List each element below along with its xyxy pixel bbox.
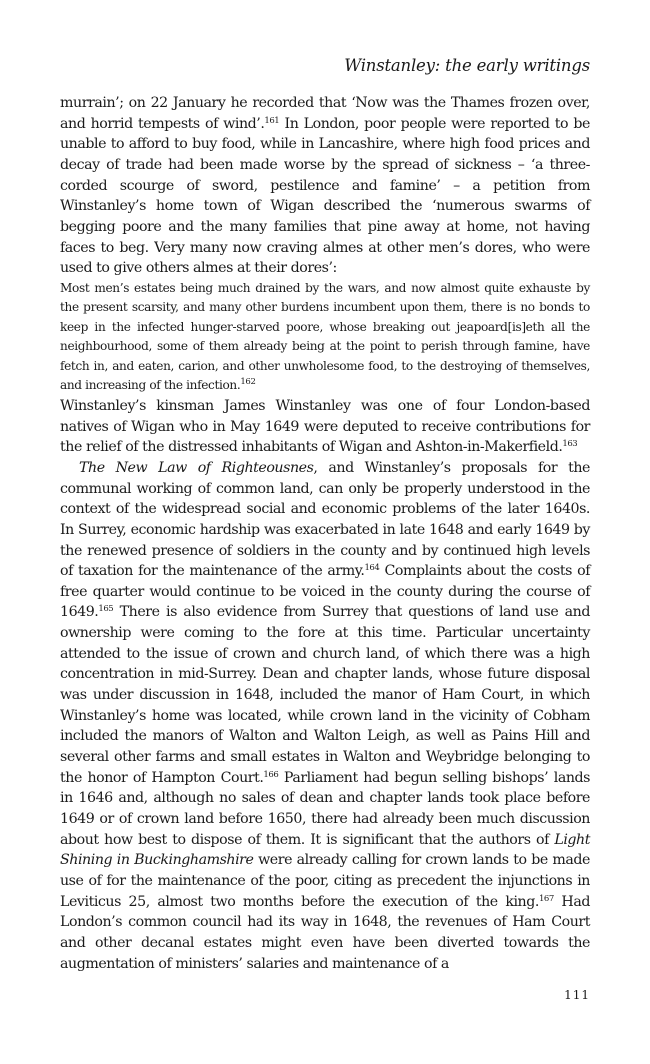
text-segment: , and Winstanley’s proposals for the communal working of common land, can only be properly understood in the context of the widespread social and economic problems of the later 1640s. In Surrey, economic hardship was exacerbated in late 1648 and early 1649 by the renewed presence of soldiers in the county and by continued high levels of taxation for the maintenance of the army. (60, 459, 590, 580)
paragraph-3 (60, 458, 590, 974)
footnote-ref: 165 (98, 604, 114, 615)
text-segment: There is also evidence from Surrey that questions of land use and ownership were coming to the fore at this time. Particular uncertainty attended to the issue of crown and church land, of which there was a high concentration in mid-Surrey. Dean and chapter lands, whose future disposal was under discussion in 1648, included the manor of Ham Court, in which Winstanley’s home was located, while crown land in the vicinity of Cobham included the manors of Walton and Walton Leigh, as well as Pains Hill and several other farms and small estates in Walton and Weybridge belonging to the honor of Hampton Court. (60, 604, 590, 786)
book-title: The New Law of Righteousnes (79, 459, 314, 476)
footnote-ref: 162 (240, 377, 256, 388)
block-quote (60, 279, 590, 396)
footnote-ref: 166 (263, 769, 279, 780)
text-segment: Winstanley’s kinsman James Winstanley was one of four London-based natives of Wigan who in May 1649 were deputed to receive contributions for the relief of the distressed inhabitants of Wigan and Ashton-in-Makerfield. (60, 397, 590, 456)
page-number: 111 (564, 988, 590, 1002)
footnote-ref: 161 (264, 115, 280, 126)
paragraph-1 (60, 93, 590, 279)
text-segment: were already calling for crown lands to be made use of for the maintenance of the poor, citing as precedent the injunctions in Leviticus 25, almost two months before the execution of the king. (60, 852, 590, 910)
footnote-ref: 163 (562, 439, 578, 450)
quote-text: Most men’s estates being much drained by the wars, and now almost quite exhauste by the present scarsity, and many other burdens incumbent upon them, there is no bonds to keep in the infected hunger-starved poore, whose breaking out jeapoard[is]eth all the neighbourhood, some of them already being at the point to perish through famine, have fetch in, and eaten, carion, and other unwholesome food, to the destroying of themselves, and increasing of the infection. (60, 280, 590, 393)
main-text (60, 93, 590, 974)
text-segment: Complaints about the costs of free quarter would continue to be voiced in the county during the course of 1649. (60, 563, 590, 621)
text-segment: Parliament had begun selling bishops’ lands in 1646 and, although no sales of dean and chapter lands took place before 1649 or of crown land before 1650, there had already been much discussion about how best to dispose of them. It is significant that the authors of (60, 769, 590, 848)
text-segment: Had London’s common council had its way in 1648, the revenues of Ham Court and other decanal estates might even have been diverted towards the augmentation of ministers’ salaries and maintenance of a (60, 893, 590, 972)
footnote-ref: 167 (538, 893, 554, 904)
footnote-ref: 164 (364, 563, 380, 574)
text-segment: murrain’; on 22 January he recorded that ‘Now was the Thames frozen over, and horrid tempests of wind’. (60, 95, 590, 132)
running-head: Winstanley: the early writings (344, 56, 590, 75)
text-segment: In London, poor people were reported to be unable to afford to buy food, while in Lancashire, where high food prices and decay of trade had been made worse by the spread of sickness – ‘a three-corded scourge of sword, pestilence and famine’ – a petition from Winstanley’s home town of Wigan described the ‘numerous swarms of begging poore and the many families that pine away at home, not having faces to beg. Very many now craving almes at other men’s dores, who were used to give others almes at their dores’: (60, 115, 590, 277)
paragraph-2 (60, 396, 590, 458)
book-title: Light Shining in Buckinghamshire (60, 831, 590, 869)
